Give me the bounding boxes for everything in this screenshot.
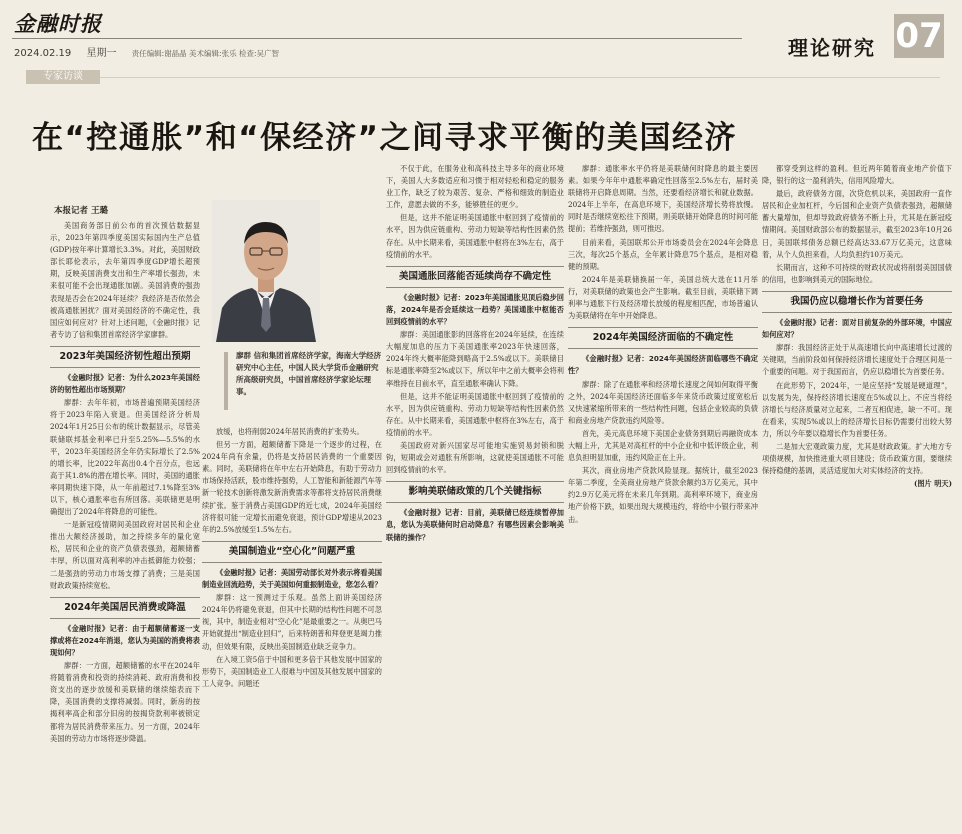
- byline: 本报记者 王璐: [54, 206, 108, 216]
- paragraph: 在入境工资5倍于中国和更多倍于其他发展中国家的形势下，美国制造业工人很难与中国及其他发展中国家的工人竞争。问题还: [202, 654, 382, 688]
- caption-accent: [224, 352, 228, 410]
- column-tag-divider: [100, 77, 940, 78]
- paragraph: 2024年是美联储换届一年，美国总统大选在11月举行，对美联储的政策也会产生影响。截至目前，美联储下调利率与通胀下行及经济增长放缓的程度相匹配，市场普遍认为美联储将在年中开始降息。: [568, 274, 758, 321]
- paragraph: 在此形势下，2024年，一是应坚持“发展是硬道理”，以发展为先，保持经济增长速度在5%或以上。不应当将经济增长与经济质量对立起来，二者互相促进，缺一不可。现在看来，实现5%或以上的经济增长目标仍需要付出较大努力，所以今年要以稳增长作为首要任务。: [762, 380, 952, 438]
- interview-question: 《金融时报》记者：2023年美国通胀见顶后稳步回落，2024年是否会延续这一趋势？美国通胀中枢能否回到疫情前的水平？: [386, 292, 564, 327]
- paragraph: 最后，政府债务方面，次贷危机以来，美国政府一直作居民和企业加杠杆，今后国和企业资产负债表强劲，超额储蓄大量增加，但却导致政府债务不断上升，尤其是在新冠疫情期间。美国财政部公布的数据显示，截至2023年10月26日，美国联邦债务总额已经高达33.67万亿美元，这意味着，从个人负担来看，人均负担约10万美元。: [762, 189, 952, 259]
- masthead: [0, 0, 962, 60]
- paragraph: 都穿受到这样的盈利。但近两年随着商业地产价值下降，银行的这一盈利消失，信用风险增大。: [762, 164, 952, 186]
- paragraph: 美国商务部日前公布的首次预估数据显示，2023年第四季度美国实际国内生产总值(GDP)按年率计算增长3.3%。对此，美国财政部长耶伦表示，去年第四季度GDP增长超预期，反映美国消费支出和生产率增长强劲，未来很可能不会出现通胀加剧。美国消费的强劲表现是否会在2024年延续？我经济是否依然会被高通胀困扰？面对美国经济的不确定性，我国应如何应对？针对上述问题，《金融时报》记者专访了信和集团首席经济学家廖群。: [50, 221, 200, 339]
- paragraph: 廖群：一方面，超额储蓄的水平在2024年将随着消费和投资的持续消耗、政府消费和投资支出的逐步放缓和美联储的继续缩表而下降，美国消费的支撑将减弱。同时，新房的按揭利率高企和部分旧房的按揭贷款利率被锁定都将为居民消费带来压力。另一方面，2024年美国的劳动力市场将逐步降温。: [50, 661, 200, 743]
- interview-question: 《金融时报》记者：面对目前复杂的外部环境，中国应如何应对？: [762, 318, 952, 340]
- interview-question: 《金融时报》记者：目前，美联储已经连续暂停加息，您认为美联储何时启动降息？有哪些因素会影响美联储的操作？: [386, 508, 564, 542]
- paragraph: 但是，这并不能证明美国通胀中枢回到了疫情前的水平，因为供应链重构、劳动力短缺等结构性因素仍然存在。从中长期来看，美国通胀中枢将在3%左右，高于疫情前的水平。: [386, 391, 564, 437]
- paragraph: 廖群：通胀率水平仍将是美联储何时降息的最主要因素。如果今年年中通胀率确定性回落至2.5%左右，届时美联储将开启降息周期。当然，还要看经济增长和就业数据。2024年上半年，在高息环境下，美国经济增长势将放慢。同时是否继续宽松往下预期，则美联储开始降息的时间可能提前；若维持强劲，则可推迟。: [568, 164, 758, 234]
- subheading: 美国通胀回落能否延续尚存不确定性: [386, 266, 564, 288]
- paragraph: 廖群：去年年初，市场普遍预期美国经济将于2023年陷入衰退。但美国经济分析局2024年1月25日公布的统计数据显示，尽管美联储联邦基金利率已升至5.25%—5.5%的水平，2023年美国经济全年仍实际增长了2.5%的增长率，比2022年高出0.4个百分点，也远高于其1.8%的潜在增长率。同时，美国的通胀率同期快速下降，从一年前超过7.1%降至3%以下，核心通胀率也有所回落。美联储更是明确提出了2024年将降息的可能性。: [50, 398, 200, 517]
- paragraph: 目前来看，美国联邦公开市场委员会在2024年会降息三次，每次25个基点，全年累计降息75个基点，是相对稳健的预期。: [568, 237, 758, 271]
- subheading: 2023年美国经济韧性超出预期: [50, 346, 200, 368]
- subheading: 影响美联储政策的几个关键指标: [386, 481, 564, 503]
- paragraph: 放缓，也将削弱2024年居民消费的扩张势头。: [216, 427, 364, 436]
- article-column-3: [386, 163, 564, 826]
- masthead-divider: [12, 38, 742, 39]
- subheading: 我国仍应以稳增长作为首要任务: [762, 291, 952, 313]
- paragraph: 廖群：除了在通胀率和经济增长速度之间如何取得平衡之外，2024年美国经济还面临多年来货币政策过度宽松后又快速紧缩所带来的一些结构性问题，包括企业较高的负债和商业房地产贷款违约风险等。: [568, 379, 758, 425]
- article-headline: 在“控通胀”和“保经济”之间寻求平衡的美国经济: [32, 120, 737, 156]
- section-title: 理论研究: [788, 36, 876, 60]
- paragraph: 廖群：这一预测过于乐观。虽然上面讲美国经济2024年仍将避免衰退，但其中长期的结构性问题不可忽视，其中，制造业相对“空心化”是最重要之一。从奥巴马开始就提出“制造业回归”，后来特朗普和拜登更是竭力推动，但效果有限，反映出美国制造业缺乏竞争力。: [202, 593, 382, 651]
- paragraph: 一是新冠疫情期间美国政府对居民和企业推出大额经济援助，加之持续多年的量化宽松，居民和企业的资产负债表强劲，超额储蓄丰厚，所以面对高利率的冲击抵御能力较强；二是强劲的劳动力市场支撑了消费；三是美国财政政策持续宽松。: [50, 520, 200, 590]
- newspaper-name: 金融时报: [14, 11, 102, 36]
- paragraph: 长期而言，这种不可持续的财政状况或将削弱美国国债的信用，也影响到美元的国际地位。: [762, 262, 952, 284]
- paragraph: 但是，这并不能证明美国通胀中枢回到了疫情前的水平，因为供应链重构、劳动力短缺等结构性因素仍然存在。从中长期来看，美国通胀中枢将在3%左右，高于疫情前的水平。: [386, 213, 564, 259]
- subheading: 美国制造业“空心化”问题严重: [202, 541, 382, 563]
- interview-question: 《金融时报》记者：2024年美国经济面临哪些不确定性？: [568, 354, 758, 376]
- paragraph: 廖群：我国经济正处于从高速增长向中高速增长过渡的关键期，当前阶段如何保持经济增长速度处于合理区间是一个重要的问题。对于我国而言，仍应以稳增长为首要任务。: [762, 343, 952, 377]
- editors-credit: 责任编辑:谢晶晶 美术编辑:张乐 检查:吴广智: [131, 49, 279, 58]
- paragraph: 美国政府对新兴国家尽可能地实施贸易封锁和脱钩，短期或会对通胀有所影响，这就使美国通胀不可能回到疫情前的水平。: [386, 440, 564, 475]
- page-number: 07: [895, 16, 943, 56]
- photo-credit: (图片 明天): [913, 479, 952, 489]
- paragraph: 首先，美元高息环境下美国企业债务到期后再融资成本大幅上升，尤其是对高杠杆的中小企业和中低评级企业，利息负担明显加重，违约风险正在上升。: [568, 428, 758, 463]
- paragraph: 不仅于此，在服务业和高科技主导多年的商业环境下，美国人大多数适应和习惯于相对轻松和稳定的服务业工作，缺乏了较为艰苦、复杂、严格和细致的制造业工作，意愿去做的不多，能够胜任的更少。: [386, 164, 564, 210]
- article-column-4: [568, 163, 758, 826]
- article-column-5: [762, 163, 952, 826]
- portrait-illustration: [212, 200, 320, 342]
- portrait-photo: [212, 200, 320, 342]
- issue-weekday: 星期一: [86, 48, 117, 59]
- interview-question: 《金融时报》记者：由于超额储蓄逐一支撑或将在2024年消退，您认为美国的消费将表现如何？: [50, 623, 200, 657]
- paragraph: 但另一方面，超额储蓄下降是一个逐步的过程，在2024年尚有余量，仍将是支持居民消费的一个重要因素。同时，美联储将在年中左右开始降息，有助于劳动力市场保持活跃，股市维持强势，人工智能和新能源汽车等新一轮技术创新将激发新消费需求等都将支持居民消费继续扩张。鉴于消费占美国GDP的近七成，2024年美国经济将很可能一定增长而避免衰退，预计GDP增速从2023年的2.5%放缓至1.5%左右。: [202, 440, 382, 534]
- paragraph: 廖群：美国通胀影的回落将在2024年延续，在连续大幅度加息的压力下美国通胀率2023年快速回落，2024年终大概率能降到略高于2.5%或以下。美联储目标是通胀率降至2%或以下，所以年中之前大概率会将利率维持在目前水平，直至通胀率确认下降。: [386, 330, 564, 388]
- subheading: 2024年美国经济面临的不确定性: [568, 327, 758, 349]
- paragraph: 其次，商业房地产贷款风险显现。据统计，截至2023年第二季度，全美商业房地产贷款余额约3万亿美元，其中约2.9万亿美元将在未来几年到期。高利率环境下，商业房地产价格下跌，如果出现大规模违约，将给中小银行带来冲击。: [568, 466, 758, 524]
- interview-question: 《金融时报》记者：美国劳动部长对外表示将看美国制造业回流趋势，关于美国如何重振制造业，您怎么看？: [202, 567, 382, 590]
- interview-question: 《金融时报》记者：为什么2023年美国经济的韧性超出市场预期？: [50, 373, 200, 395]
- masthead-info: [14, 44, 289, 59]
- column-tag: 专家访谈: [26, 70, 100, 84]
- article-column-1: [50, 220, 200, 826]
- issue-date: 2024.02.19: [14, 48, 72, 59]
- subheading: 2024年美国居民消费或降温: [50, 597, 200, 619]
- paragraph: 二是加大宏观政策力度，尤其是财政政策。扩大地方专项债规模，加快推进重大项目建设；货币政策方面，要继续保持稳健的基调，灵活适度加大对实体经济的支持。: [762, 441, 952, 476]
- article-column-2: [202, 426, 382, 826]
- photo-caption: 廖群 信和集团首席经济学家，海南大学经济研究中心主任，中国人民大学货币金融研究所高级研究员，中国首席经济学家论坛理事。: [236, 351, 382, 396]
